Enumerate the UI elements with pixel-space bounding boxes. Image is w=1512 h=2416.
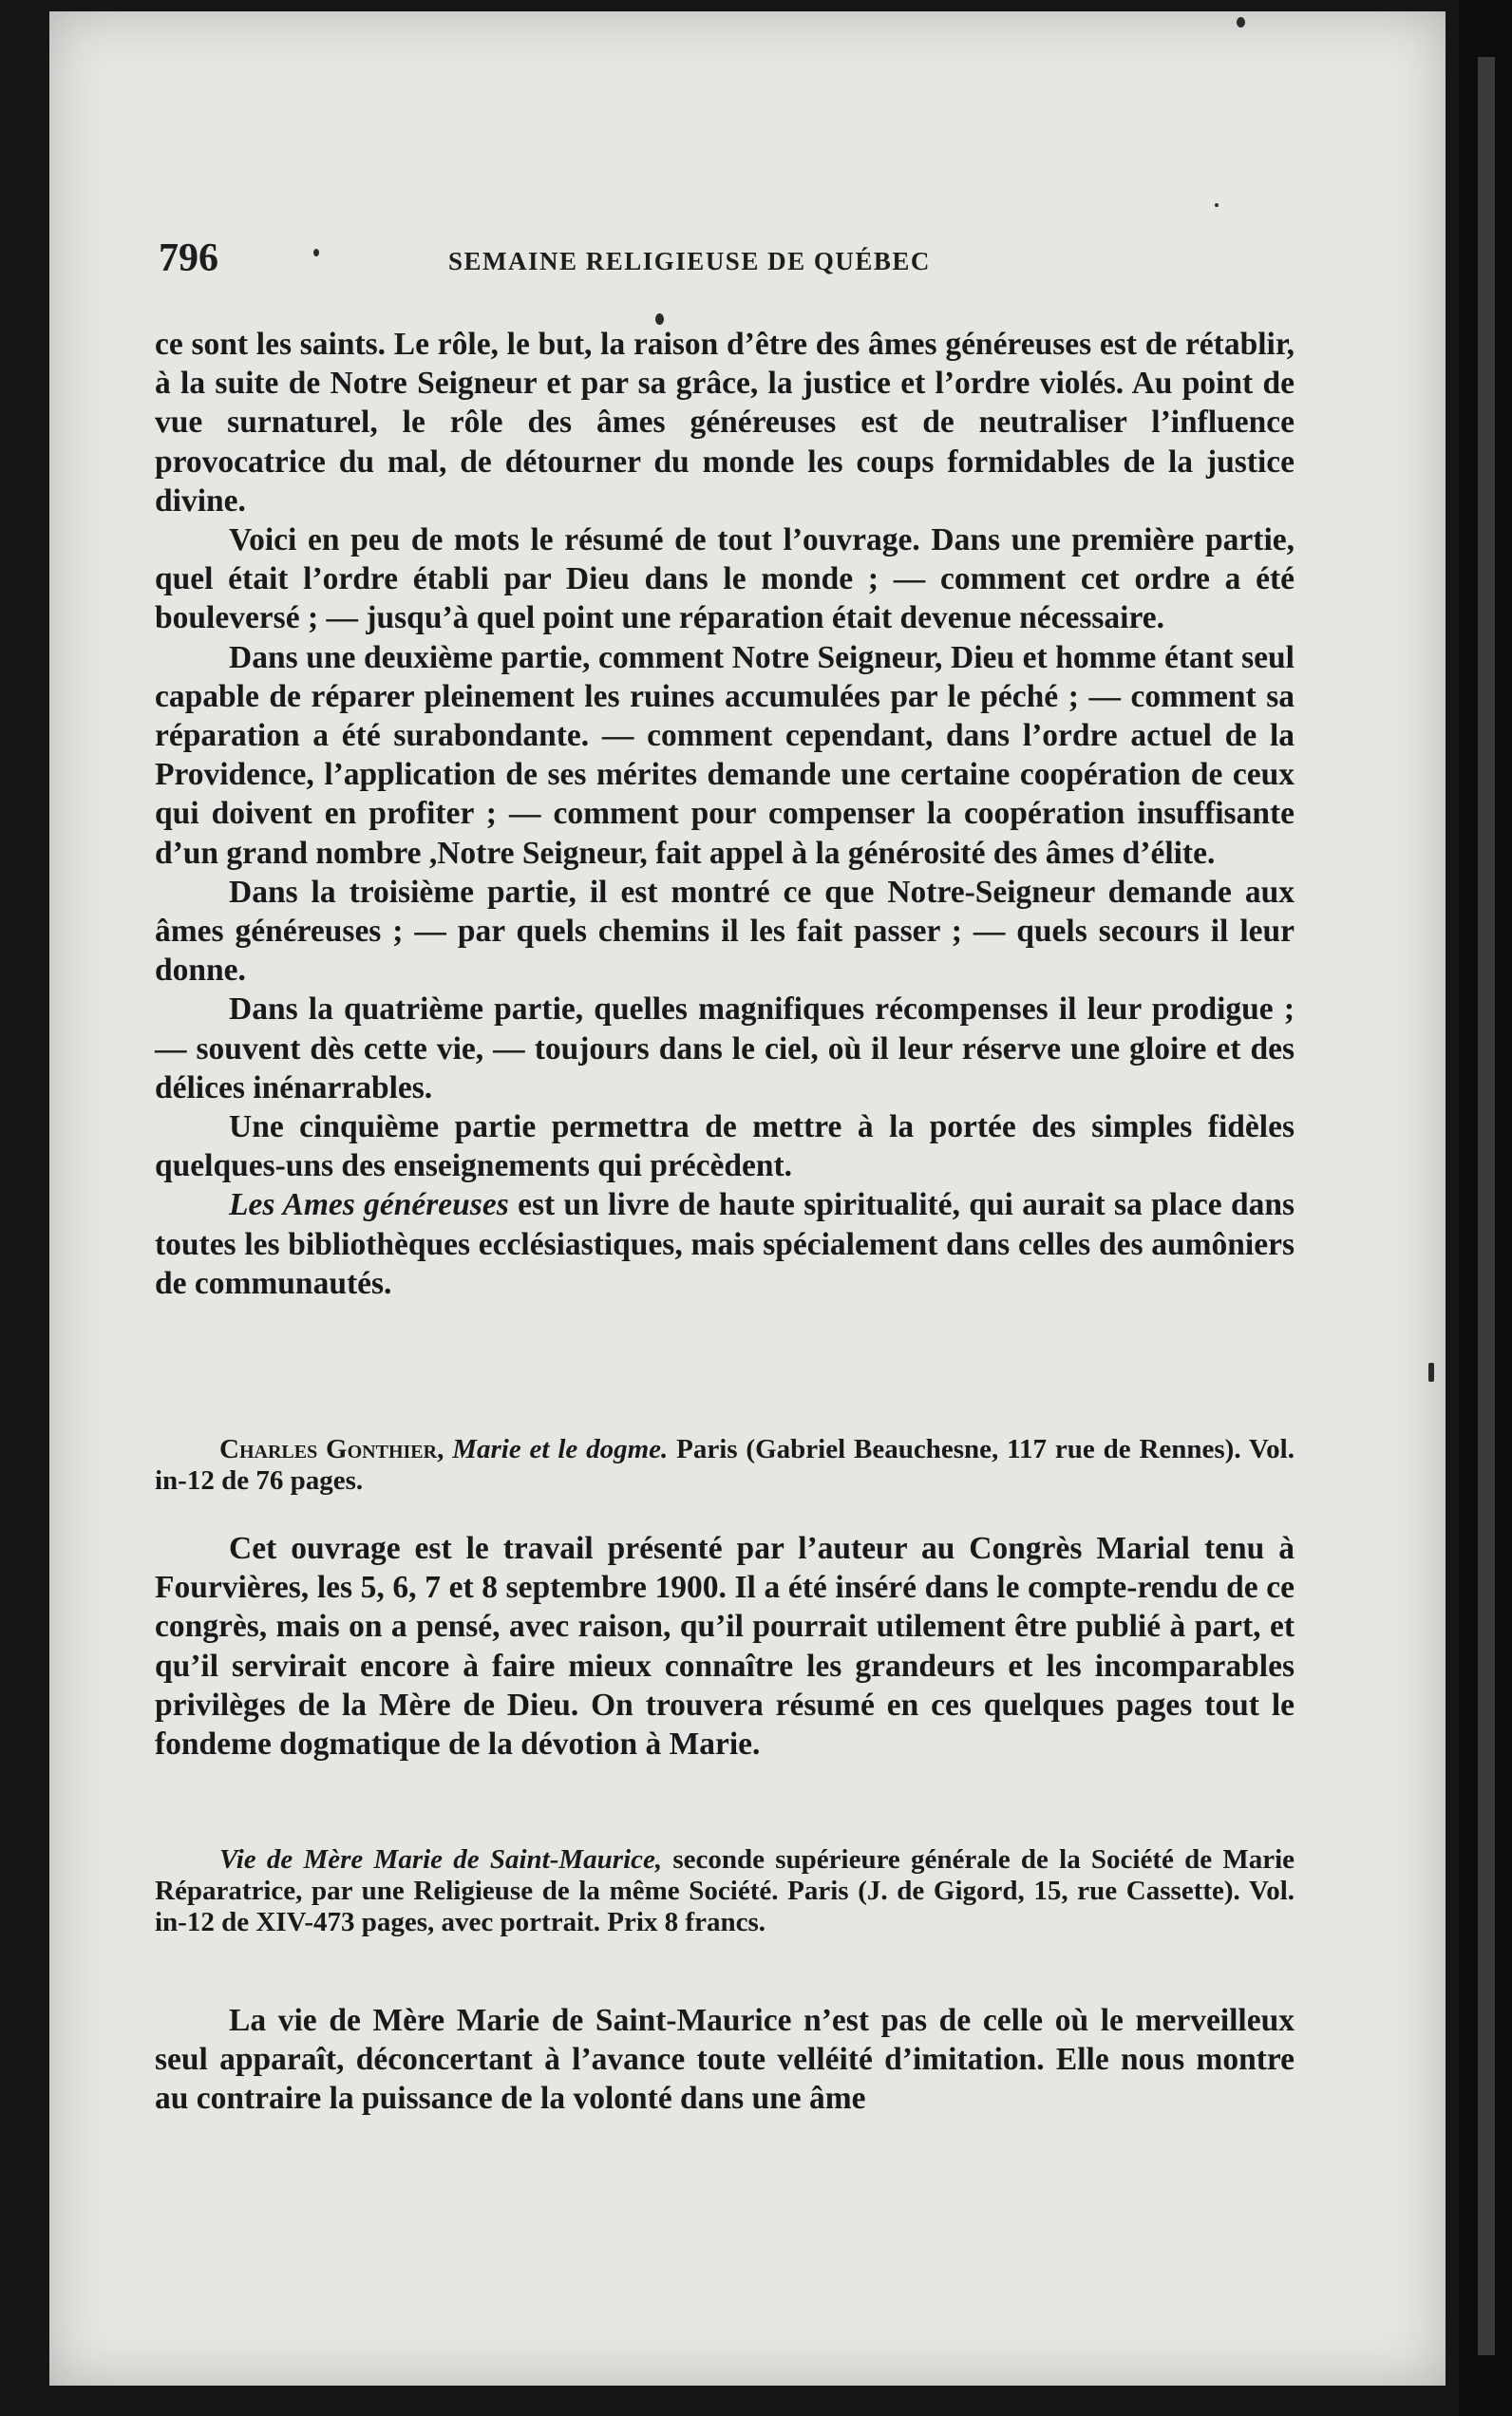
page-header [159, 236, 1298, 293]
notice-details: seconde supérieure générale de la Société de Marie Réparatrice, par une Religieuse de la même Société. Paris (J. de Gigord, 15, rue Cassette). Vol. in-12 de XIV-473 pages, avec portrait. Prix 8 francs. [155, 1844, 1295, 1937]
dust-speck [1237, 17, 1245, 28]
page-number: 796 [159, 236, 218, 280]
book-notice [155, 1434, 1295, 1497]
bibliographic-entry [155, 1434, 1295, 1497]
paragraph-text: est un livre de haute spiritualité, qui aurait sa place dans toutes les bibliothèques ecclésiastiques, mais spécialement dans celles des aumôniers de communautés. [155, 1187, 1295, 1301]
paragraph: Cet ouvrage est le travail présenté par l’auteur au Congrès Marial tenu à Fourvières, les 5, 6, 7 et 8 septembre 1900. Il a été inséré dans le compte-rendu de ce congrès, mais on a pensé, avec raison, qu’il pourrait utilement être publié à part, et qu’il servirait encore à faire mieux connaître les grandeurs et les incomparables privilèges de la Mère de Dieu. On trouvera résumé en ces quelques pages tout le fondeme dogmatique de la dévotion à Marie. [155, 1531, 1295, 1763]
book-title: Les Ames généreuses [229, 1187, 509, 1223]
notice-title: Marie et le dogme. [452, 1434, 669, 1464]
paragraph: Voici en peu de mots le résumé de tout l’ouvrage. Dans une première partie, quel était l’ordre établi par Dieu dans le monde ; — comment cet ordre a été bouleversé ; — jusqu’à quel point une réparation était devenue nécessaire. [155, 522, 1295, 636]
notice-author: Charles Gonthier, [219, 1434, 444, 1464]
paragraph: ce sont les saints. Le rôle, le but, la raison d’être des âmes généreuses est de rétablir, à la suite de Notre Seigneur et par sa grâce, la justice et l’ordre violés. Au point de vue surnaturel, le rôle des âmes généreuses est de neutraliser l’influence provocatrice du mal, de détourner du monde les coups formidables de la justice divine. [155, 327, 1295, 519]
review [155, 2001, 1295, 2119]
review [155, 1529, 1295, 1764]
bibliographic-entry [155, 1844, 1295, 1938]
paragraph: Une cinquième partie permettra de mettre à la portée des simples fidèles quelques-uns des enseignements qui précèdent. [155, 1109, 1295, 1184]
running-head: SEMAINE RELIGIEUSE DE QUÉBEC [448, 247, 931, 275]
notice-title: Vie de Mère Marie de Saint-Maurice, [219, 1844, 663, 1875]
paragraph [155, 1185, 1295, 1303]
dust-speck [655, 313, 664, 325]
paragraph: La vie de Mère Marie de Saint-Maurice n’est pas de celle où le merveilleux seul apparaît, déconcertant à l’avance toute velléité d’imitation. Elle nous montre au contraire la puissance de la volonté dans une âme [155, 2003, 1295, 2117]
paragraph: Dans la troisième partie, il est montré ce que Notre-Seigneur demande aux âmes généreuses ; — par quels chemins il les fait passer ; — quels secours il leur donne. [155, 874, 1295, 989]
notice-details: Paris (Gabriel Beauchesne, 117 rue de Rennes). Vol. in-12 de 76 pages. [155, 1434, 1295, 1496]
adjacent-page-strip [1478, 57, 1495, 2355]
dust-speck [1215, 203, 1219, 207]
book-notice [155, 1844, 1295, 1938]
dust-speck [1428, 1363, 1434, 1382]
review-continuation [155, 325, 1295, 1303]
paragraph: Dans une deuxième partie, comment Notre Seigneur, Dieu et homme étant seul capable de réparer pleinement les ruines accumulées par le péché ; — comment sa réparation a été surabondante. — comment cependant, dans l’ordre actuel de la Providence, l’application de ses mérites demande une certaine coopération de ceux qui doivent en profiter ; — comment pour compenser la coopération insuffisante d’un grand nombre ,Notre Seigneur, fait appel à la générosité des âmes d’élite. [155, 639, 1295, 871]
paragraph: Dans la quatrième partie, quelles magnifiques récompenses il leur prodigue ; — souvent dès cette vie, — toujours dans le ciel, où il leur réserve une gloire et des délices inénarrables. [155, 991, 1295, 1105]
